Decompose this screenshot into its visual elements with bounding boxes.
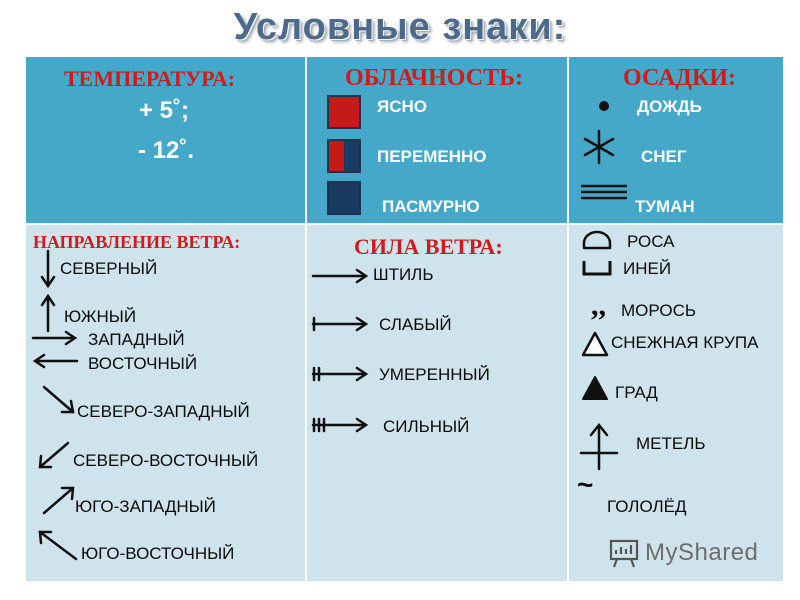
precipitation-cell xyxy=(569,57,783,223)
clear-square-icon xyxy=(327,95,361,129)
arrow-down-right-icon xyxy=(42,385,76,415)
frost-icon xyxy=(581,259,613,277)
arrow-two-ticks-icon xyxy=(312,365,368,383)
drizzle-icon: ,, xyxy=(591,289,606,322)
temperature-value-positive: + 5˚; xyxy=(139,97,190,124)
arrow-right-icon xyxy=(32,330,76,346)
drizzle-label: МОРОСЬ xyxy=(621,301,697,320)
arrow-one-tick-icon xyxy=(312,315,368,333)
snow-asterisk-icon xyxy=(581,129,617,165)
arrow-left-icon xyxy=(34,353,78,369)
temperature-value-negative: - 12˚. xyxy=(138,137,195,164)
blizzard-arrow-cross-icon xyxy=(579,423,619,471)
cloudiness-clear-label: ЯСНО xyxy=(377,97,427,116)
frost-label: ИНЕЙ xyxy=(623,259,672,278)
wind-force-cell xyxy=(307,225,567,581)
snow-pellets-label: СНЕЖНАЯ КРУПА xyxy=(611,333,759,352)
watermark-text: MyShared xyxy=(645,539,759,566)
wind-strong-label: СИЛЬНЫЙ xyxy=(383,417,470,436)
wind-direction-header: НАПРАВЛЕНИЕ ВЕТРА: xyxy=(33,232,241,252)
presentation-board-icon xyxy=(609,538,639,568)
arrow-three-ticks-icon xyxy=(312,416,368,434)
cloudiness-overcast-label: ПАСМУРНО xyxy=(382,197,480,216)
wind-direction-cell xyxy=(26,225,305,581)
wind-south-label: ЮЖНЫЙ xyxy=(64,307,137,326)
arrow-down-left-icon xyxy=(38,441,70,469)
page-title: Условные знаки: xyxy=(233,6,567,48)
glaze-tilde-icon: ~ xyxy=(577,469,594,500)
precipitation-rain-label: ДОЖДЬ xyxy=(637,97,702,116)
wind-southwest-label: ЮГО-ЗАПАДНЫЙ xyxy=(75,497,216,516)
overcast-square-icon xyxy=(327,181,361,215)
precipitation-fog-label: ТУМАН xyxy=(635,197,695,216)
cloudiness-partly-label: ПЕРЕМЕННО xyxy=(377,147,487,166)
temperature-cell xyxy=(26,57,305,223)
blizzard-label: МЕТЕЛЬ xyxy=(636,434,706,453)
wind-moderate-label: УМЕРЕННЫЙ xyxy=(379,365,490,384)
dew-icon xyxy=(581,231,613,249)
precipitation-header: ОСАДКИ: xyxy=(623,65,737,91)
wind-weak-label: СЛАБЫЙ xyxy=(379,315,452,334)
wind-northeast-label: СЕВЕРО-ВОСТОЧНЫЙ xyxy=(73,451,259,470)
cloudiness-cell xyxy=(307,57,567,223)
wind-northwest-label: СЕВЕРО-ЗАПАДНЫЙ xyxy=(77,402,250,421)
other-phenomena-cell xyxy=(569,225,783,581)
wind-north-label: СЕВЕРНЫЙ xyxy=(60,259,158,278)
wind-southeast-label: ЮГО-ВОСТОЧНЫЙ xyxy=(81,544,235,563)
precipitation-snow-label: СНЕГ xyxy=(641,147,687,166)
wind-force-header: СИЛА ВЕТРА: xyxy=(354,234,503,259)
wind-east-label: ВОСТОЧНЫЙ xyxy=(88,354,198,373)
temperature-header: ТЕМПЕРАТУРА: xyxy=(64,66,236,91)
arrow-down-icon xyxy=(40,249,56,289)
wind-west-label: ЗАПАДНЫЙ xyxy=(88,330,185,349)
arrow-up-left-icon xyxy=(38,529,78,561)
partly-cloudy-square-icon xyxy=(327,139,361,173)
fog-lines-icon xyxy=(581,184,627,202)
arrow-calm-icon xyxy=(312,267,368,285)
dew-label: РОСА xyxy=(627,232,675,251)
rain-dot-icon xyxy=(597,99,611,113)
arrow-up-icon xyxy=(40,295,56,333)
snow-pellets-triangle-icon xyxy=(581,331,609,357)
cloudiness-header: ОБЛАЧНОСТЬ: xyxy=(345,65,523,91)
wind-calm-label: ШТИЛЬ xyxy=(373,265,434,284)
glaze-label: ГОЛОЛЁД xyxy=(607,497,687,516)
arrow-up-right-icon xyxy=(42,485,76,515)
hail-label: ГРАД xyxy=(615,383,658,402)
hail-triangle-icon xyxy=(581,375,609,401)
